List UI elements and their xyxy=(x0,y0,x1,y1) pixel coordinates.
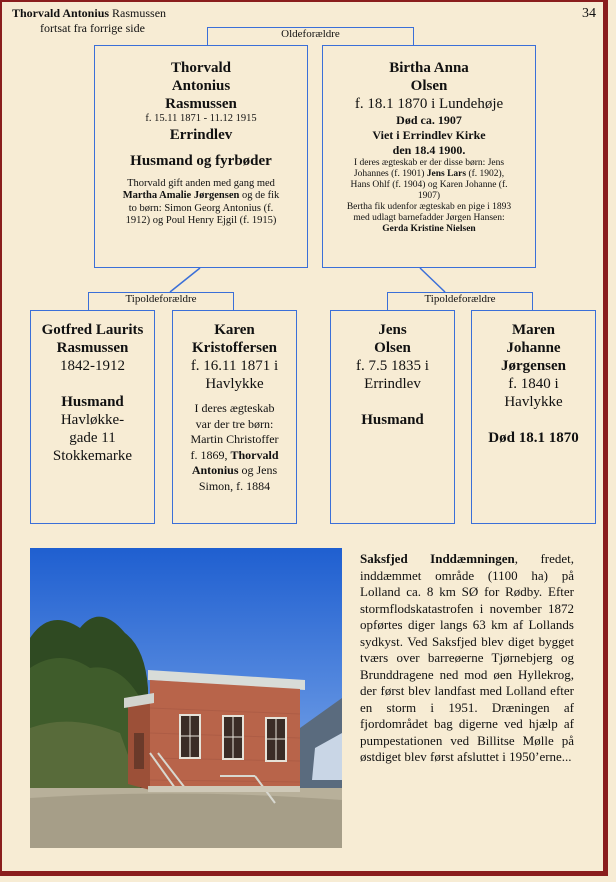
karen-children-line5b: og Jens xyxy=(238,463,278,477)
maren-born1: f. 1840 i xyxy=(508,376,559,392)
jens-name1: Jens xyxy=(378,322,407,338)
karen-child-antonius: Antonius xyxy=(191,463,239,477)
person-karen xyxy=(172,310,297,524)
tab-tipold-right xyxy=(387,292,533,310)
jens-name2: Olsen xyxy=(374,340,411,356)
jens-born2: Errindlev xyxy=(364,376,421,392)
karen-children-line6: Simon, f. 1884 xyxy=(198,478,271,493)
birtha-wedding2: den 18.4 1900. xyxy=(392,143,466,157)
gotfred-addr2: gade 11 xyxy=(69,430,116,446)
karen-children-line3: Martin Christoffer xyxy=(190,432,279,446)
person-maren xyxy=(471,310,596,524)
person-gotfred xyxy=(30,310,155,524)
karen-born2: Havlykke xyxy=(205,376,264,392)
jens-occupation: Husmand xyxy=(361,412,424,428)
thorvald-note xyxy=(95,178,307,228)
gotfred-occupation: Husmand xyxy=(61,394,124,410)
gotfred-name2: Rasmussen xyxy=(56,340,129,356)
birtha-extra-line1: Bertha fik udenfor ægteskab en pige i 1893 xyxy=(346,202,512,212)
pumping-station-photo xyxy=(30,548,342,848)
header-name: Thorvald Antonius xyxy=(12,6,110,20)
karen-born1: f. 16.11 1871 i xyxy=(190,358,279,374)
karen-children xyxy=(173,401,296,494)
maren-born2: Havlykke xyxy=(504,394,563,410)
header-subtitle: fortsat fra forrige side xyxy=(40,21,145,35)
thorvald-note-line4: 1912) og Poul Henry Ejgil (f. 1915) xyxy=(125,215,277,226)
gotfred-name1: Gotfred Laurits xyxy=(41,322,144,338)
karen-child-thorvald: Thorvald xyxy=(230,447,279,462)
thorvald-place: Errindlev xyxy=(169,126,233,143)
birtha-born: f. 18.1 1870 i Lundehøje xyxy=(354,96,504,112)
maren-name3: Jørgensen xyxy=(501,358,566,374)
birtha-children-line3: Hans Ohlf (f. 1904) og Karen Johanne (f. xyxy=(350,180,508,190)
birtha-children-line4: 1907) xyxy=(417,191,441,201)
thorvald-name1: Thorvald xyxy=(170,60,231,76)
story-title: Saksfjed Inddæmningen xyxy=(360,551,515,566)
thorvald-name3: Rasmussen xyxy=(165,96,237,112)
birtha-child-jens-lars: Jens Lars xyxy=(426,169,467,179)
header-surname: Rasmussen xyxy=(109,6,167,20)
karen-children-line1: I deres ægteskab xyxy=(194,401,275,415)
gotfred-addr1: Havløkke- xyxy=(60,412,125,428)
gotfred-years: 1842-1912 xyxy=(60,358,125,374)
thorvald-note-line1: Thorvald gift anden med gang med xyxy=(127,177,275,189)
thorvald-note-line3: to børn: Simon Georg Antonius (f. xyxy=(128,202,274,214)
tab-tipold-left-label: Tipoldeforældre xyxy=(125,293,197,305)
thorvald-name2: Antonius xyxy=(171,78,231,94)
tab-tipold-right-label: Tipoldeforældre xyxy=(424,293,496,305)
tab-oldeforaeldre-label: Oldeforældre xyxy=(281,28,340,40)
person-thorvald xyxy=(94,45,308,268)
gotfred-addr3: Stokkemarke xyxy=(52,448,133,464)
karen-children-line4a: f. 1869, xyxy=(190,447,231,462)
thorvald-note-spouse: Martha Amalie Jørgensen xyxy=(122,190,240,201)
birtha-extra-line2: med udlagt barnefadder Jørgen Hansen: xyxy=(353,213,505,223)
saksfjed-story xyxy=(360,551,574,766)
thorvald-dates: f. 15.11 1871 - 11.12 1915 xyxy=(145,113,257,124)
birtha-extra-child: Gerda Kristine Nielsen xyxy=(382,224,476,234)
birtha-children-line1: I deres ægteskab er der disse børn: Jens xyxy=(353,158,505,168)
karen-children-line2: var der tre børn: xyxy=(195,416,274,431)
tab-tipold-left xyxy=(88,292,234,310)
maren-died: Død 18.1 1870 xyxy=(488,430,579,446)
thorvald-note-line2: og de fik xyxy=(239,190,280,201)
birtha-children xyxy=(323,158,535,235)
person-birtha xyxy=(322,45,536,268)
thorvald-occupation: Husmand og fyrbøder xyxy=(130,152,272,169)
karen-name2: Kristoffersen xyxy=(192,340,277,356)
jens-born1: f. 7.5 1835 i xyxy=(356,358,429,374)
person-jens xyxy=(330,310,455,524)
story-text: , fredet, inddæmmet område (1100 ha) på Lolland ca. 8 km SØ for Rødby. Efter stormflodskatastrofen i november 1872 opførtes diger langs 63 km af Lollands sydkyst. Ved Saksfjed blev diget bygget tværs over barreøerne Tjørnebjerg og Brunddragene ned mod øen Hyllekrog, der først blev landfast med Lolland efter en storm i 1951. Dræningen af fjordområdet bag digerne ved hjælp af pumpestationen ved Billitse Mølle på østdiget blev først afsluttet i 1950’erne... xyxy=(360,551,574,764)
maren-name2: Johanne xyxy=(506,340,561,356)
tab-oldeforaeldre xyxy=(207,27,414,45)
karen-name1: Karen xyxy=(214,322,255,338)
birtha-children-line2a: Johannes (f. 1901) xyxy=(353,169,427,179)
page-number: 34 xyxy=(582,6,596,21)
birtha-children-line2c: (f. 1902), xyxy=(466,169,505,179)
maren-name1: Maren xyxy=(511,322,556,338)
birtha-name1: Birtha Anna xyxy=(389,60,469,76)
birtha-wedding1: Viet i Errindlev Kirke xyxy=(372,128,486,142)
birtha-name2: Olsen xyxy=(410,78,448,94)
birtha-died: Død ca. 1907 xyxy=(396,113,462,127)
